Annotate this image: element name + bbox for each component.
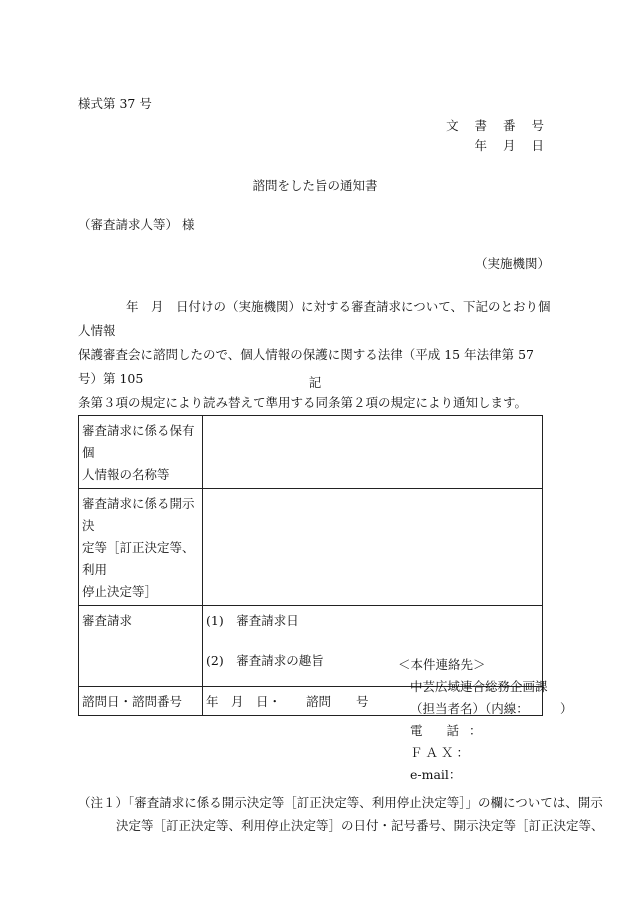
table-label-cell: 審査請求 xyxy=(79,606,203,687)
contact-fax: ＦＡＸ： xyxy=(410,745,473,760)
form-number: 様式第 37 号 xyxy=(78,96,152,111)
table-value-cell[interactable]: 年 月 日・ 諮問 号 xyxy=(203,687,543,716)
document-number: 文 書 番 号 xyxy=(446,118,550,133)
contact-block xyxy=(398,654,573,786)
table-row xyxy=(79,416,543,489)
request-purpose-item: (2) 審査請求の趣旨 xyxy=(206,653,324,668)
table-label-cell: 諮問日・諮問番号 xyxy=(79,687,203,716)
row1-label-a: 審査請求に係る保有個 xyxy=(82,423,195,460)
page-title: 諮問をした旨の通知書 xyxy=(252,178,378,193)
footnote-line-2: 決定等［訂正決定等、利用停止決定等］の日付・記号番号、開示決定等［訂正決定等、 xyxy=(116,818,604,833)
row2-label-c: 停止決定等］ xyxy=(82,584,158,599)
table-value-cell[interactable] xyxy=(203,489,543,606)
contact-dept: 中芸広域連合総務企画課 xyxy=(410,679,548,694)
row2-label-a: 審査請求に係る開示決 xyxy=(82,496,195,533)
addressee: （審査請求人等） 様 xyxy=(78,217,195,232)
table-label-cell xyxy=(79,416,203,489)
ki-heading: 記 xyxy=(308,375,322,390)
issuing-agency: （実施機関） xyxy=(474,256,550,271)
contact-person: （担当者名）（内線： ） xyxy=(410,701,573,716)
document-date: 年 月 日 xyxy=(474,138,550,153)
contact-email: e-mail： xyxy=(410,767,462,782)
row1-label-b: 人情報の名称等 xyxy=(82,467,170,482)
table-label-cell xyxy=(79,489,203,606)
body-line-1: 年 月 日付けの（実施機関）に対する審査請求について、下記のとおり個人情報 xyxy=(78,299,551,338)
row2-label-b: 定等［訂正決定等、利用 xyxy=(82,540,195,577)
contact-tel: 電 話： xyxy=(410,723,492,738)
contact-heading: ＜本件連絡先＞ xyxy=(398,657,486,672)
table-row xyxy=(79,489,543,606)
body-line-2: 保護審査会に諮問したので、個人情報の保護に関する法律（平成 15 年法律第 57 号）第 105 xyxy=(78,347,534,386)
table-value-cell[interactable] xyxy=(203,416,543,489)
request-date-item: (1) 審査請求日 xyxy=(206,613,299,628)
body-line-3: 条第３項の規定により読み替えて準用する同条第２項の規定により通知します。 xyxy=(78,395,528,410)
body-text xyxy=(78,295,553,415)
footnote-line-1: （注１）「審査請求に係る開示決定等［訂正決定等、利用停止決定等］」の欄については、開示 xyxy=(78,795,603,810)
footnote xyxy=(78,791,604,837)
